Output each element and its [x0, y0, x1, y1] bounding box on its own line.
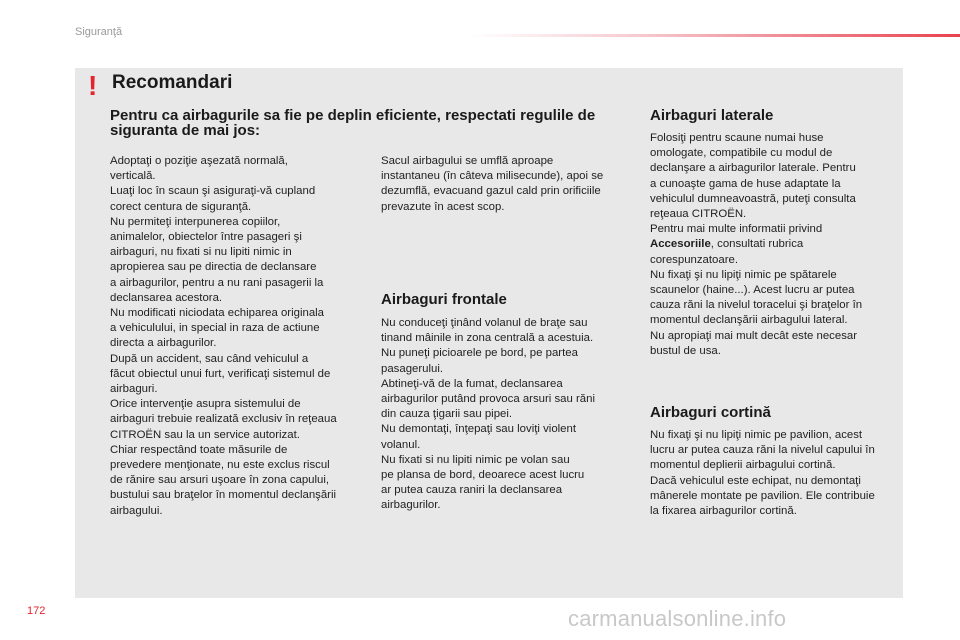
text-line: scaunelor (haine...). Acest lucru ar putea — [650, 284, 855, 297]
text-line: Sacul airbagului se umflă aproape — [381, 155, 554, 167]
text-line: airbagurilor. — [381, 499, 441, 512]
text-line: Nu permiteţi interpunerea copiilor, — [110, 215, 281, 228]
header-rule — [470, 34, 960, 37]
side-airbags-text — [650, 131, 900, 359]
text-line: Dacă vehiculul este echipat, nu demontaţi — [650, 474, 861, 487]
inflation-text — [381, 154, 631, 215]
text-line: directa a airbagurilor. — [110, 337, 217, 350]
frontal-airbags-heading: Airbaguri frontale — [381, 291, 507, 308]
text-line: Nu apropiaţi mai mult decât este necesar — [650, 329, 858, 342]
text-line: a airbagurilor, pentru a nu rani pasagerii la — [110, 276, 324, 289]
text-line: Nu puneţi picioarele pe bord, pe partea — [381, 347, 578, 360]
text-line: prevazute în acest scop. — [381, 200, 505, 213]
text-line: vehiculul dumneavoastră, puteţi consulta — [650, 192, 856, 205]
text-line: cauza răni la nivelul toracelui şi braţelor în — [650, 299, 863, 312]
text-line: Nu fixaţi şi nu lipiţi nimic pe pavilion, acest — [650, 429, 863, 441]
text-line: animalelor, obiectelor între pasageri şi — [110, 231, 302, 244]
watermark: carmanualsonline.info — [568, 606, 787, 631]
text-line: reţeaua CITROËN. — [650, 208, 747, 221]
text-line: Adoptaţi o poziţie aşezată normală, — [110, 155, 288, 167]
text-line: declanşare a airbagurilor laterale. Pentru — [650, 162, 856, 175]
curtain-airbags-text — [650, 428, 900, 519]
text-line: a vehiculului, in special in raza de actiune — [110, 322, 320, 335]
text-line — [650, 237, 900, 252]
page-number: 172 — [27, 605, 46, 617]
panel-title: Recomandari — [112, 72, 233, 93]
text-line: apropierea sau pe directia de declansare — [110, 261, 317, 274]
text-line: lucru ar putea cauza răni la nivelul capului în — [650, 444, 875, 457]
general-rules-text — [110, 154, 360, 519]
text-line: CITROËN sau la un service autorizat. — [110, 428, 300, 441]
text-line: volanul. — [381, 438, 421, 451]
text-line: omologate, compatibile cu modul de — [650, 147, 833, 160]
text-line: Abtineţi-vă de la fumat, declansarea — [381, 377, 563, 390]
text-line: corect centura de siguranţă. — [110, 200, 252, 213]
text-line: airbaguri. — [110, 383, 158, 396]
text-line: După un accident, sau când vehiculul a — [110, 352, 309, 365]
exclamation-icon: ! — [88, 70, 98, 101]
text-line: declansarea acestora. — [110, 291, 223, 304]
text-line: airbagului. — [110, 504, 163, 517]
text-line: Chiar respectând toate măsurile de — [110, 443, 288, 456]
text-fragment: , consultati rubrica — [710, 238, 804, 251]
text-line: Folosiţi pentru scaune numai huse — [650, 132, 824, 144]
text-line: a cunoaşte gama de huse adaptate la — [650, 177, 841, 190]
text-line: ar putea cauza raniri la declansarea — [381, 484, 563, 497]
text-line: de rănire sau arsuri uşoare în zona capului, — [110, 474, 330, 487]
text-line: mânerele montate pe pavilion. Ele contribuie — [650, 489, 875, 502]
text-line: Nu conduceţi ţinând volanul de braţe sau — [381, 317, 588, 329]
text-line: pe plansa de bord, deoarece acest lucru — [381, 469, 585, 482]
text-line: Nu demontaţi, înţepaţi sau loviţi violent — [381, 423, 577, 436]
side-airbags-heading: Airbaguri laterale — [650, 107, 774, 124]
accessories-term: Accesoriile — [650, 238, 711, 251]
text-line: făcut obiectul unui furt, verificaţi sistemul de — [110, 367, 331, 380]
text-line: Nu fixati si nu lipiti nimic pe volan sau — [381, 453, 570, 466]
text-line: Pentru mai multe informatii privind — [650, 223, 823, 236]
text-line: la fixarea airbagurilor cortină. — [650, 505, 797, 518]
section-label: Siguranţă — [75, 26, 123, 38]
text-line: airbagurilor putând provoca arsuri sau răni — [381, 393, 596, 406]
text-line: bustului sau braţelor în momentul declanşării — [110, 489, 337, 502]
text-line: prevedere menţionate, nu este exclus riscul — [110, 459, 330, 472]
frontal-airbags-text — [381, 316, 631, 514]
text-line: din cauza ţigarii sau pipei. — [381, 408, 513, 421]
text-line: Nu modificati niciodata echiparea originala — [110, 307, 325, 320]
text-line: airbaguri, nu fixati si nu lipiti nimic in — [110, 246, 292, 259]
text-line: Orice intervenţie asupra sistemului de — [110, 398, 301, 411]
text-line: verticală. — [110, 170, 156, 183]
text-line: Luaţi loc în scaun şi asiguraţi-vă cupland — [110, 185, 316, 198]
curtain-airbags-heading: Airbaguri cortină — [650, 404, 771, 421]
text-line: bustul de usa. — [650, 344, 721, 357]
text-line: dezumflă, evacuand gazul cald prin orificiile — [381, 185, 601, 198]
text-line: momentul deplierii airbagului cortină. — [650, 459, 836, 472]
text-line: instantaneu (în câteva milisecunde), apoi se — [381, 170, 604, 183]
text-line: airbaguri trebuie realizată exclusiv în reţeaua — [110, 413, 337, 426]
panel-subtitle: Pentru ca airbagurile sa fie pe deplin eficiente, respectati regulile de siguranta de mai jos: — [110, 107, 596, 139]
text-line: corespunzatoare. — [650, 253, 739, 266]
text-line: Nu fixaţi şi nu lipiţi nimic pe spătarele — [650, 268, 837, 281]
text-line: momentul declanşării airbagului lateral. — [650, 314, 848, 327]
text-line: pasagerului. — [381, 362, 444, 375]
text-line: tinand mâinile in zona centrală a acestuia. — [381, 332, 594, 345]
